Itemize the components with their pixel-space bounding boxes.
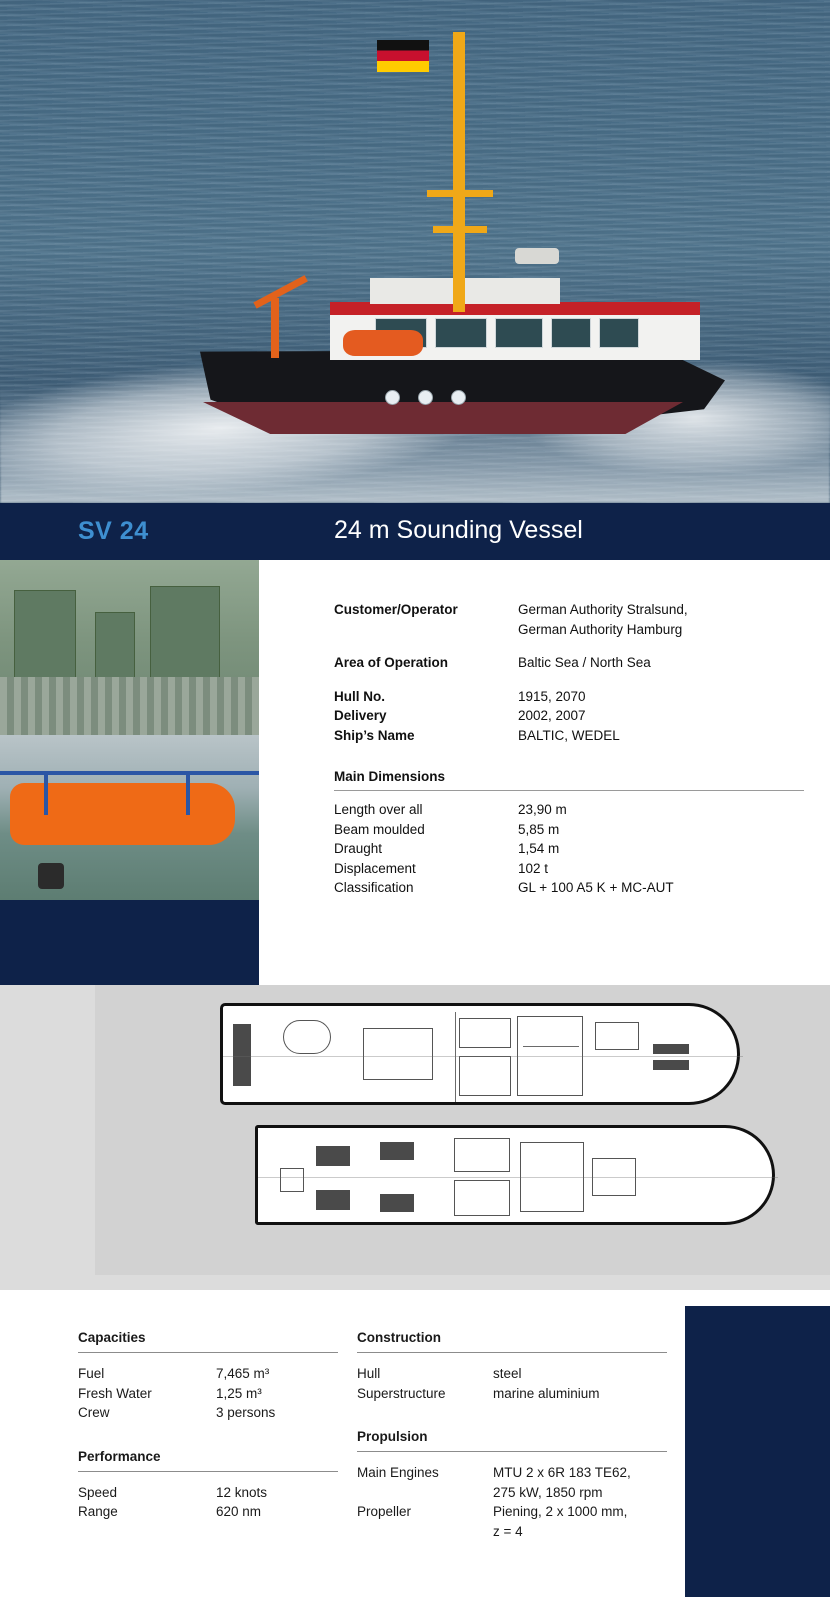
ga-plan-lower xyxy=(255,1125,775,1225)
dimension-row xyxy=(334,878,804,898)
spec-value: German Authority Stralsund, xyxy=(518,602,688,617)
construction-table xyxy=(357,1364,667,1403)
performance-row xyxy=(78,1502,338,1522)
capacity-row xyxy=(78,1384,338,1404)
dimension-row xyxy=(334,859,804,879)
spec-row xyxy=(334,706,804,726)
construction-label: Hull xyxy=(357,1366,381,1381)
spec-label: Customer/Operator xyxy=(334,602,458,617)
capacities-table xyxy=(78,1364,338,1423)
spec-row xyxy=(334,687,804,707)
mast xyxy=(453,32,465,312)
dimension-value: 5,85 m xyxy=(518,821,560,837)
performance-row xyxy=(78,1483,338,1503)
general-arrangement-band xyxy=(0,985,830,1290)
propulsion-value: 275 kW, 1850 rpm xyxy=(493,1484,603,1500)
performance-value: 12 knots xyxy=(216,1484,268,1500)
propulsion-value: z = 4 xyxy=(493,1523,523,1539)
spec-label: Area of Operation xyxy=(334,655,449,670)
construction-row xyxy=(357,1384,667,1404)
german-flag-icon xyxy=(377,40,429,72)
spec-row xyxy=(334,600,804,620)
navy-accent-block xyxy=(685,1306,830,1597)
spec-value: BALTIC, WEDEL xyxy=(518,727,620,743)
engine-room-photo xyxy=(0,560,259,735)
portholes xyxy=(385,390,505,406)
construction-row xyxy=(357,1364,667,1384)
capacity-label: Fuel xyxy=(78,1366,105,1381)
spec-value: German Authority Hamburg xyxy=(518,621,683,637)
capacity-label: Crew xyxy=(78,1405,110,1420)
lifeboat xyxy=(343,330,423,356)
dimension-label: Displacement xyxy=(334,860,416,876)
propulsion-value: Piening, 2 x 1000 mm, xyxy=(493,1504,628,1519)
capacity-value: 3 persons xyxy=(216,1405,276,1420)
spec-label: Ship’s Name xyxy=(334,727,415,743)
dimension-row xyxy=(334,820,804,840)
performance-title: Performance xyxy=(78,1449,338,1472)
performance-value: 620 nm xyxy=(216,1504,262,1519)
construction-propulsion-column xyxy=(357,1330,667,1541)
dimension-value: GL + 100 A5 K + MC-AUT xyxy=(518,880,674,895)
spec-row xyxy=(334,726,804,746)
left-photo-column xyxy=(0,560,259,985)
main-dimensions-table xyxy=(334,800,804,898)
performance-table xyxy=(78,1483,338,1522)
propulsion-table xyxy=(357,1463,667,1541)
capacity-label: Fresh Water xyxy=(78,1385,152,1401)
dimension-row xyxy=(334,839,804,859)
propulsion-row xyxy=(357,1463,667,1483)
bridge-window xyxy=(599,318,639,348)
bridge-window xyxy=(495,318,543,348)
propulsion-row xyxy=(357,1483,667,1503)
dimension-value: 1,54 m xyxy=(518,841,560,856)
capacity-value: 7,465 m³ xyxy=(216,1366,270,1381)
capacities-performance-column xyxy=(78,1330,338,1522)
specifications-panel xyxy=(259,560,830,985)
radar-scanner-icon xyxy=(515,248,559,264)
propulsion-label: Propeller xyxy=(357,1504,412,1519)
mast-yard-lower xyxy=(433,226,487,233)
performance-label: Speed xyxy=(78,1484,118,1500)
capacity-value: 1,25 m³ xyxy=(216,1385,262,1401)
ga-plan-upper xyxy=(220,1003,740,1105)
propulsion-value: MTU 2 x 6R 183 TE62, xyxy=(493,1465,631,1480)
performance-label: Range xyxy=(78,1504,118,1519)
dimension-value: 23,90 m xyxy=(518,802,567,817)
bottom-spec-area xyxy=(0,1290,830,1597)
vessel-illustration xyxy=(195,10,755,460)
capacity-row xyxy=(78,1364,338,1384)
primary-spec-table xyxy=(334,600,804,898)
propulsion-row xyxy=(357,1502,667,1522)
dimension-label: Length over all xyxy=(334,802,423,817)
dimension-value: 102 t xyxy=(518,860,549,876)
propulsion-label xyxy=(357,1483,493,1503)
capacities-title: Capacities xyxy=(78,1330,338,1353)
spec-label: Hull No. xyxy=(334,688,385,704)
propulsion-row xyxy=(357,1522,667,1542)
propulsion-title: Propulsion xyxy=(357,1429,667,1452)
title-bar xyxy=(0,503,830,560)
dimension-label: Beam moulded xyxy=(334,821,425,837)
mast-yard-upper xyxy=(427,190,493,197)
deck-crane xyxy=(255,298,325,368)
ga-drawing-area xyxy=(95,985,830,1275)
hull-boot-top xyxy=(203,402,683,434)
spec-row xyxy=(334,653,804,673)
main-dimensions-title: Main Dimensions xyxy=(334,769,804,791)
construction-value: marine aluminium xyxy=(493,1385,600,1401)
spec-label: Delivery xyxy=(334,708,387,723)
construction-value: steel xyxy=(493,1366,522,1381)
spec-value: 2002, 2007 xyxy=(518,708,586,723)
bollard xyxy=(38,863,64,889)
dimension-label: Draught xyxy=(334,841,383,856)
spec-label xyxy=(334,620,518,640)
hero-photo xyxy=(0,0,830,503)
construction-title: Construction xyxy=(357,1330,667,1353)
vessel-code: SV 24 xyxy=(78,517,149,545)
spec-value: 1915, 2070 xyxy=(518,688,586,704)
bridge-window xyxy=(435,318,487,348)
bridge-window xyxy=(551,318,591,348)
dimension-row xyxy=(334,800,804,820)
capacity-row xyxy=(78,1403,338,1423)
page-title: 24 m Sounding Vessel xyxy=(334,516,583,544)
bridge-roof xyxy=(370,278,560,304)
propulsion-label xyxy=(357,1522,493,1542)
propulsion-label: Main Engines xyxy=(357,1465,439,1480)
spec-value: Baltic Sea / North Sea xyxy=(518,655,651,670)
construction-label: Superstructure xyxy=(357,1385,446,1401)
survey-boat-photo xyxy=(0,735,259,900)
spec-row xyxy=(334,620,804,640)
dimension-label: Classification xyxy=(334,880,414,895)
